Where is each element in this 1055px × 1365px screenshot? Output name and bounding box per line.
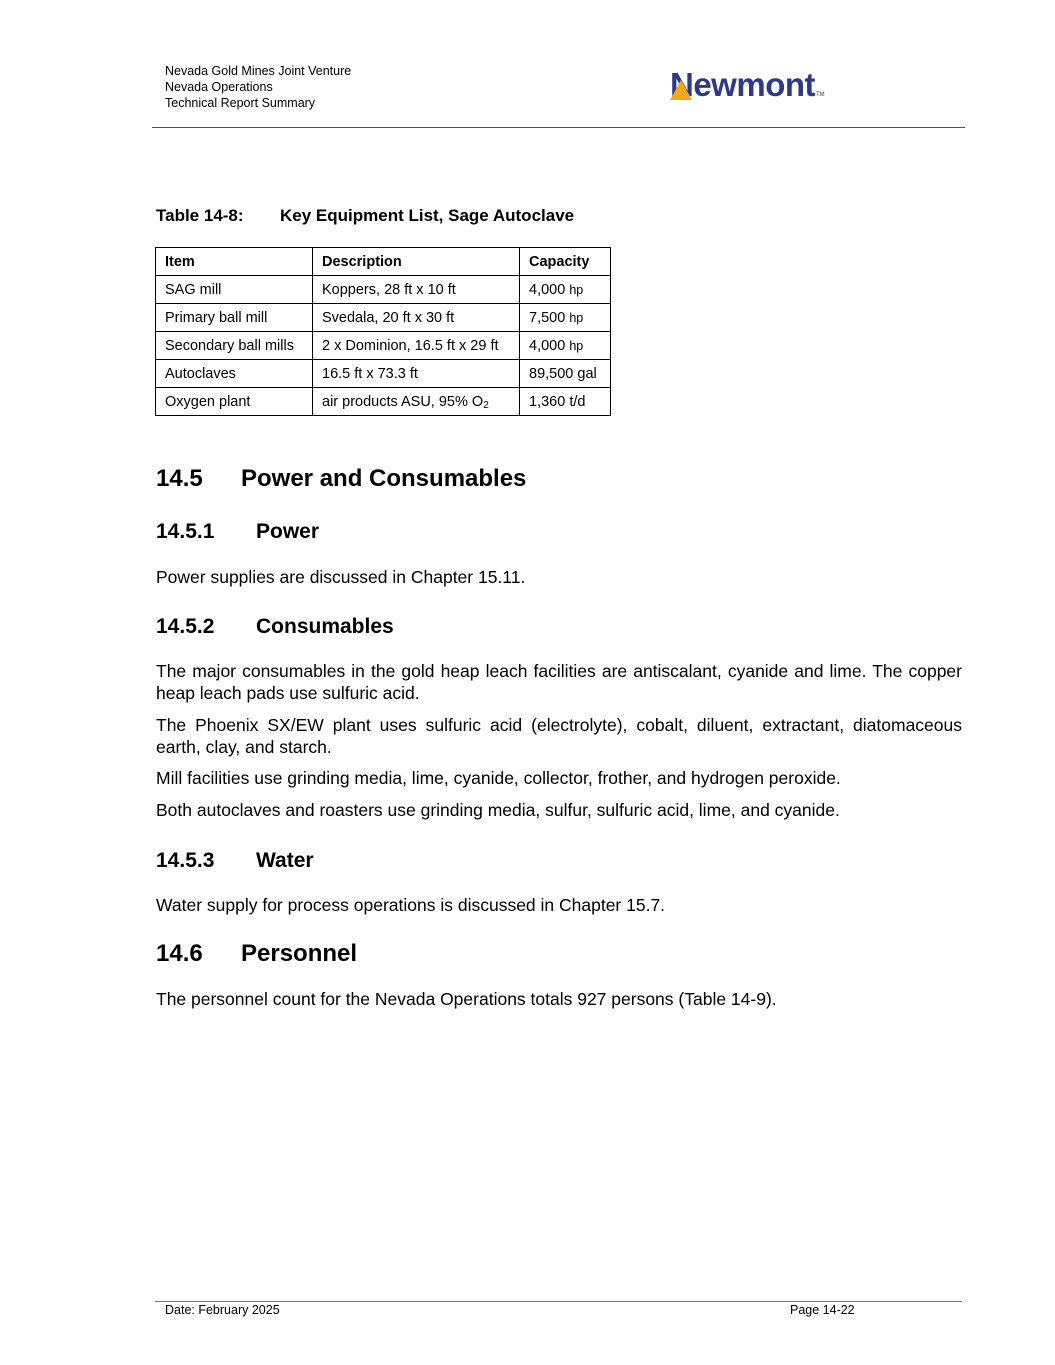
table-caption	[156, 206, 574, 226]
footer-date: Date: February 2025	[165, 1303, 280, 1317]
cell-item: Secondary ball mills	[156, 332, 313, 360]
logo-triangle-icon	[670, 80, 692, 100]
section-number: 14.5.1	[156, 520, 215, 543]
cell-capacity: 7,500 hp	[520, 304, 611, 332]
section-title: Water	[256, 849, 314, 872]
cell-item: Oxygen plant	[156, 388, 313, 416]
paragraph-consumables-1: The major consumables in the gold heap leach facilities are antiscalant, cyanide and lime. The copper heap leach pads use sulfuric acid.	[156, 661, 962, 703]
paragraph-consumables-4: Both autoclaves and roasters use grinding media, sulfur, sulfuric acid, lime, and cyanide.	[156, 800, 840, 820]
paragraph-water: Water supply for process operations is discussed in Chapter 15.7.	[156, 895, 666, 915]
table-row	[156, 388, 611, 416]
cell-capacity: 1,360 t/d	[520, 388, 611, 416]
capacity-unit: hp	[569, 338, 584, 353]
subscript: 2	[483, 399, 489, 411]
section-number: 14.5	[156, 465, 203, 492]
header-divider	[152, 127, 965, 128]
section-title: Consumables	[256, 615, 394, 638]
paragraph-consumables-3: Mill facilities use grinding media, lime, cyanide, collector, frother, and hydrogen peroxide.	[156, 768, 841, 788]
heading-consumables	[156, 615, 394, 639]
table-row	[156, 304, 611, 332]
table-caption-title: Key Equipment List, Sage Autoclave	[280, 206, 575, 225]
footer-page-number: Page 14-22	[790, 1303, 855, 1317]
paragraph-consumables-2: The Phoenix SX/EW plant uses sulfuric acid (electrolyte), cobalt, diluent, extractant, diatomaceous earth, clay, and starch.	[156, 715, 962, 757]
cell-item: Primary ball mill	[156, 304, 313, 332]
heading-personnel	[156, 940, 357, 968]
table-row	[156, 360, 611, 388]
table-row	[156, 276, 611, 304]
col-header-capacity: Capacity	[520, 248, 611, 276]
equipment-table	[155, 247, 611, 416]
col-header-description: Description	[313, 248, 520, 276]
section-title: Personnel	[241, 940, 358, 967]
section-title: Power and Consumables	[241, 465, 527, 492]
footer-divider	[155, 1301, 962, 1302]
section-number: 14.5.2	[156, 615, 215, 638]
header-report-type: Technical Report Summary	[165, 96, 316, 110]
table-row	[156, 332, 611, 360]
cell-description: Svedala, 20 ft x 30 ft	[313, 304, 520, 332]
table-caption-number: Table 14-8:	[156, 206, 244, 225]
cell-description: Koppers, 28 ft x 10 ft	[313, 276, 520, 304]
cell-capacity: 4,000 hp	[520, 276, 611, 304]
capacity-unit: hp	[569, 310, 584, 325]
paragraph-power: Power supplies are discussed in Chapter 15.11.	[156, 567, 526, 587]
section-number: 14.5.3	[156, 849, 215, 872]
table-header-row	[156, 248, 611, 276]
heading-power	[156, 520, 319, 544]
cell-item: Autoclaves	[156, 360, 313, 388]
capacity-unit: hp	[569, 282, 584, 297]
heading-water	[156, 849, 314, 873]
paragraph-personnel: The personnel count for the Nevada Operations totals 927 persons (Table 14-9).	[156, 989, 777, 1009]
cell-description: 2 x Dominion, 16.5 ft x 29 ft	[313, 332, 520, 360]
cell-capacity: 89,500 gal	[520, 360, 611, 388]
col-header-item: Item	[156, 248, 313, 276]
section-title: Power	[256, 520, 320, 543]
header-operations: Nevada Operations	[165, 80, 273, 94]
logo-wordmark: Newmont	[670, 66, 815, 103]
cell-capacity: 4,000 hp	[520, 332, 611, 360]
logo-trademark: TM	[816, 92, 825, 98]
header-text	[165, 63, 351, 111]
heading-power-and-consumables	[156, 465, 526, 493]
header-company: Nevada Gold Mines Joint Venture	[165, 64, 352, 78]
cell-description: air products ASU, 95% $O_2$	[313, 388, 520, 416]
newmont-logo	[670, 68, 825, 102]
section-number: 14.6	[156, 940, 203, 967]
cell-description: 16.5 ft x 73.3 ft	[313, 360, 520, 388]
cell-item: SAG mill	[156, 276, 313, 304]
